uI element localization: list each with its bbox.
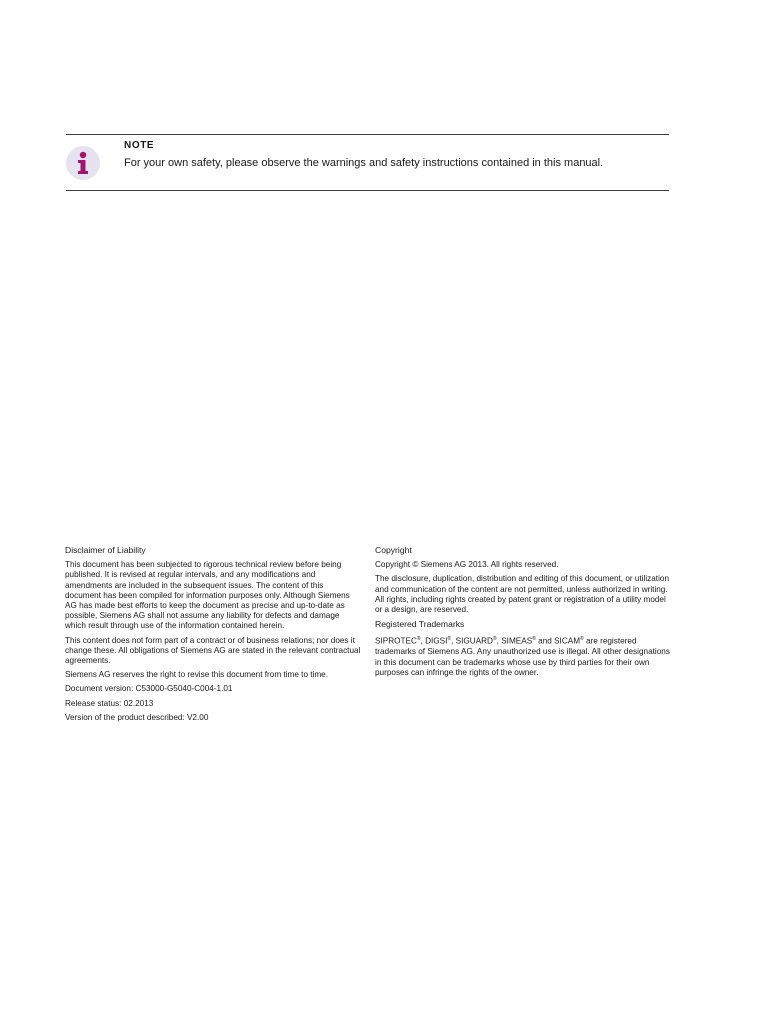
disclaimer-column — [65, 545, 361, 727]
copyright-line: Copyright © Siemens AG 2013. All rights reserved. — [375, 560, 559, 570]
note-text: For your own safety, please observe the warnings and safety instructions contained in this manual. — [124, 157, 604, 169]
note-heading: NOTE — [124, 140, 155, 151]
document-version: Document version: C53000-G5040-C004-1.01 — [65, 684, 233, 694]
trademark-siprotec: SIPROTEC — [375, 637, 417, 647]
separator: , — [420, 637, 426, 647]
release-status: Release status: 02.2013 — [65, 698, 154, 708]
registered-mark: ® — [416, 636, 421, 643]
copyright-heading: Copyright — [375, 545, 412, 555]
trademark-siguard: SIGUARD — [455, 637, 493, 647]
registered-mark: ® — [447, 636, 452, 643]
disclaimer-paragraph-2: This content does not form part of a contract or of business relations; nor does it change these. All obligations of Siemens AG are stated in the relevant contractual agreements. — [65, 635, 361, 666]
separator: , — [451, 637, 456, 647]
trademark-digsi: DIGSI — [425, 637, 448, 647]
trademarks-text: are registered trademarks of Siemens AG. Any unauthorized use is illegal. All other designations in this document can be trademarks whose use by third parties for their own purposes can infringe the rights of the owner. — [375, 637, 670, 677]
registered-mark: ® — [492, 636, 497, 643]
trademarks-heading: Registered Trademarks — [375, 619, 465, 630]
copyright-column — [375, 545, 671, 682]
trademark-simeas: SIMEAS — [501, 637, 533, 647]
trademarks-paragraph — [375, 634, 671, 678]
info-icon — [66, 146, 100, 180]
registered-mark: ® — [580, 636, 584, 643]
disclaimer-paragraph-3: Siemens AG reserves the right to revise this document from time to time. — [65, 670, 329, 680]
copyright-paragraph: The disclosure, duplication, distribution and editing of this document, or utilization and communication of the content are not permitted, unless authorized in writing. All rights, including rights created by patent grant or registration of a utility model or a design, are reserved. — [375, 574, 670, 615]
note-box — [66, 134, 669, 191]
separator: , — [496, 637, 502, 647]
product-version: Version of the product described: V2.00 — [65, 712, 209, 722]
disclaimer-heading: Disclaimer of Liability — [65, 545, 146, 555]
conjunction: and — [535, 637, 555, 647]
disclaimer-paragraph-1: This document has been subjected to rigorous technical review before being published. It is revised at regular intervals, and any modifications and amendments are included in the subsequent issues. The content of this document has been compiled for information purposes only. Although Siemens AG has made best efforts to keep the document as precise and up-to-date as possible, Siemens AG shall not assume any liability for defects and damage which result through use of the information contained herein. — [65, 560, 350, 631]
registered-mark: ® — [532, 636, 536, 643]
trademark-sicam: SICAM — [554, 637, 581, 647]
